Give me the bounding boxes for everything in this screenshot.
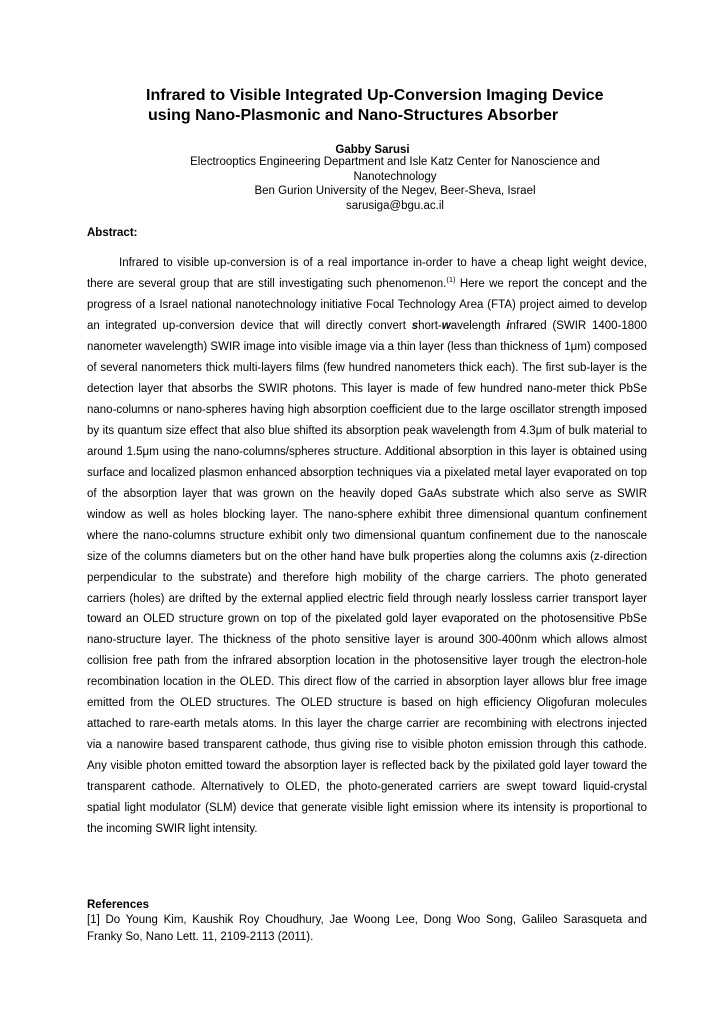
abstract-text-6: ed (SWIR 1400-1800 nanometer wavelength) SWIR image into visible image via a thin layer (less than thickness of 1μm) composed of several nanometers thick multi-layers films (few hundred nanometers thick each). The first sub-layer is the detection layer that absorbs the SWIR photons. This layer is made of few hundred nano-meter thick PbSe nano-columns or nano-spheres having high absorption coefficient due to the large oscillator strength imposed by its quantum size effect that also blue shifted its absorption peak wavelength from 4.3μm of bulk material to around 1.5μm using the nano-columns/spheres structure. Additional absorption in this layer is obtained using surface and localized plasmon enhanced absorption techniques via a pixelated metal layer evaporated on top of the absorption layer that was grown on the heavily doped GaAs substrate which also serve as SWIR window as well as holes blocking layer. The nano-sphere exhibit three dimensional quantum confinement where the nano-columns structure exhibit only two dimensional quantum confinement due to the nanoscale size of the columns diameters but on the other hand have bulk properties along the columns axis (z-direction perpendicular to the substrate) and therefore high mobility of the charge carriers. The photo generated carriers (holes) are drifted by the external applied electric field through nearly lossless carrier transport layer toward an OLED structure grown on top of the pixelated gold layer evaporated on the photosensitive PbSe nano-structure layer. The thickness of the photo sensitive layer is around 300-400nm which allows almost collision free path from the infrared absorption location in the photosensitive layer trough the electron-hole recombination location in the OLED. This direct flow of the carried in absorption layer allows blur free image emitted from the OLED structures. The OLED structure is based on high efficiency Oligofuran molecules attached to rare-earth metals atoms. In this layer the charge carrier are recombining with electrons injected via a nanowire based transparent cathode, thus giving rise to visible photon emission through this cathode. Any visible photon emitted toward the absorption layer is reflected back by the pixilated gold layer toward the transparent cathode. Alternatively to OLED, the photo-generated carriers are swept toward liquid-crystal spatial light modulator (SLM) device that generate visible light emission where its intensity is proportional to the incoming SWIR light intensity. <box>87 319 647 836</box>
author-email: sarusiga@bgu.ac.il <box>346 199 444 212</box>
author-name: Gabby Sarusi <box>335 144 410 156</box>
abstract-text-2: Here we report the concept and the progress of a Israel national nanotechnology initiative Focal Technology Area (FTA) project aimed to develop an integrated up-conversion device that will directly convert <box>87 277 647 332</box>
emphasis-r: r <box>529 319 534 332</box>
abstract-heading: Abstract: <box>87 227 138 239</box>
affiliation-line-2: Nanotechnology <box>353 170 437 183</box>
paper-title <box>146 86 666 126</box>
abstract-text-3: hort- <box>418 319 442 332</box>
reference-item-1: [1] Do Young Kim, Kaushik Roy Choudhury, Jae Woong Lee, Dong Woo Song, Galileo Sarasqueta and Franky So, Nano Lett. 11, 2109-2113 (2011). <box>87 914 647 943</box>
citation-marker: (1) <box>446 275 456 285</box>
abstract-paragraph <box>87 253 647 840</box>
affiliation-line-1: Electrooptics Engineering Department and Isle Katz Center for Nanoscience and <box>190 156 600 168</box>
abstract-text-1: Infrared to visible up-conversion is of a real importance in-order to have a cheap light weight device, there are several group that are still investigating such phenomenon. <box>87 257 647 290</box>
author-affiliation <box>155 155 635 213</box>
title-line-2: using Nano-Plasmonic and Nano-Structures Absorber <box>148 107 559 124</box>
references-heading: References <box>87 899 150 911</box>
abstract-text-4: avelength <box>450 319 507 332</box>
emphasis-s: s <box>411 319 419 332</box>
affiliation-line-3: Ben Gurion University of the Negev, Beer-Sheva, Israel <box>254 185 536 197</box>
abstract-text-5: nfra <box>509 319 530 332</box>
emphasis-i: i <box>506 319 510 332</box>
emphasis-w: w <box>441 319 451 332</box>
title-line-1: Infrared to Visible Integrated Up-Conversion Imaging Device <box>146 87 604 104</box>
